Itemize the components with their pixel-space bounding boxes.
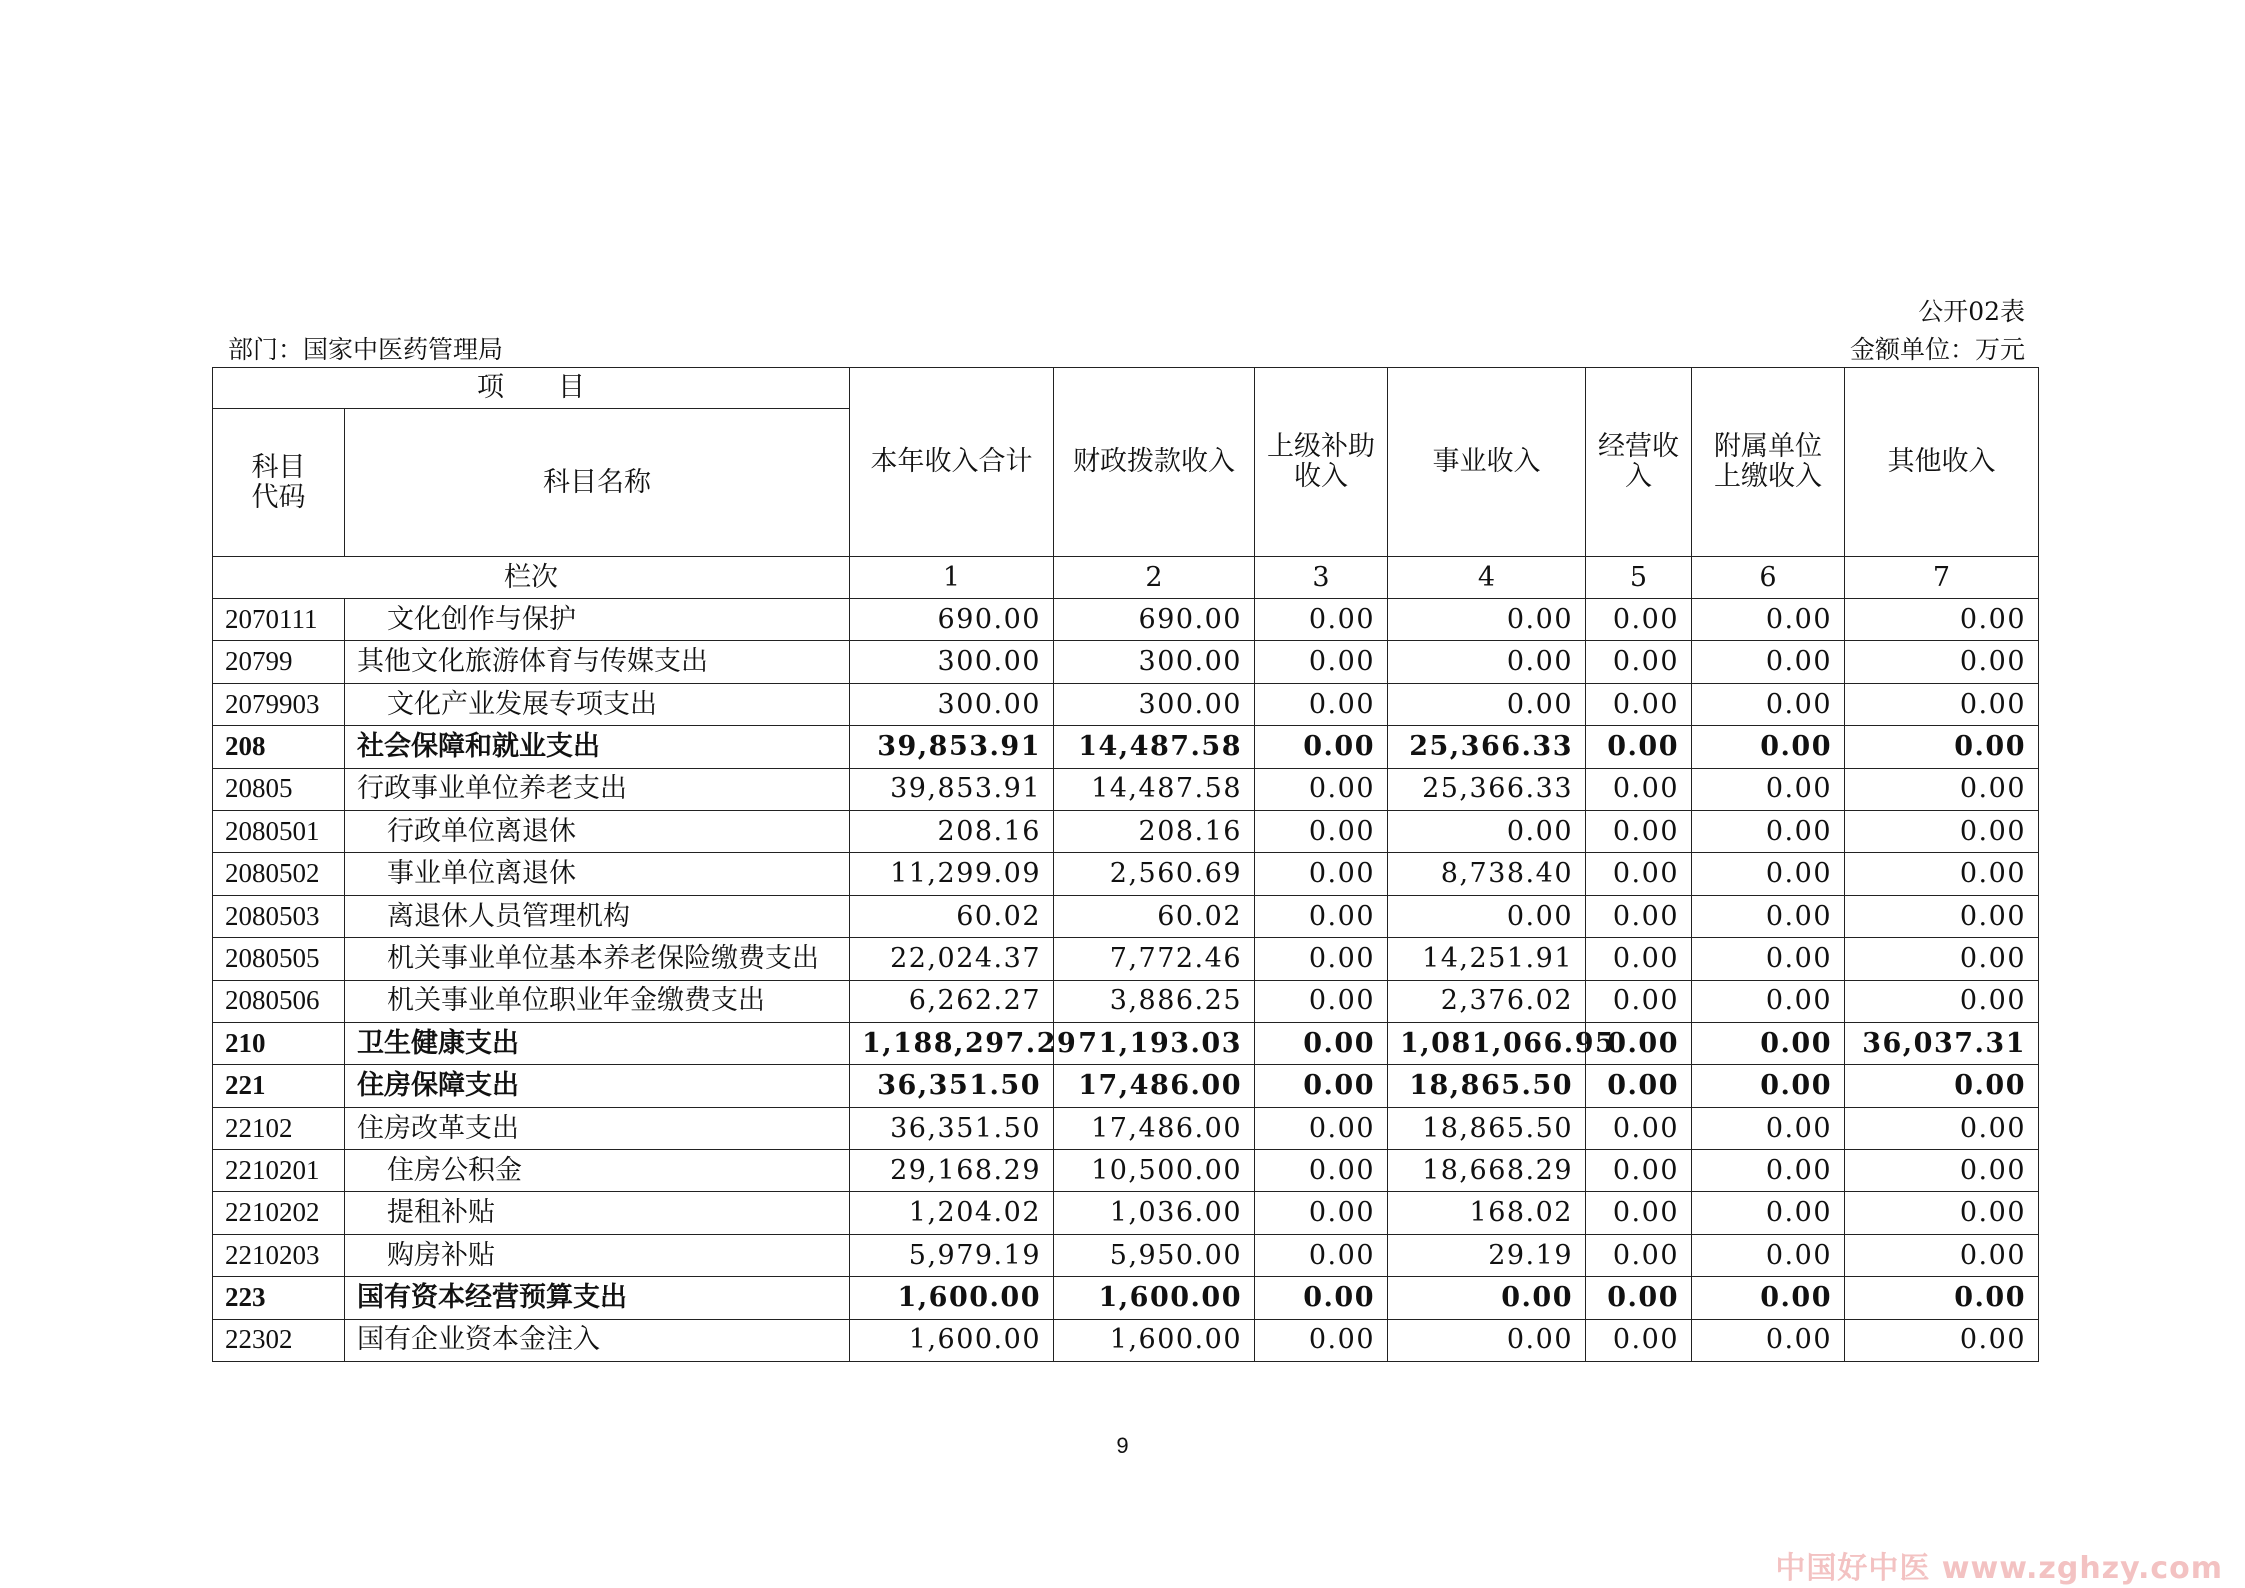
row-value-col2: 1,600.00	[1054, 1319, 1255, 1361]
row-value-col5: 0.00	[1586, 1022, 1692, 1064]
row-value-col2: 300.00	[1054, 641, 1255, 683]
row-value-col1: 5,979.19	[850, 1234, 1054, 1276]
table-row	[213, 1065, 2039, 1107]
row-code: 208	[213, 726, 345, 768]
row-value-col7: 0.00	[1845, 1234, 2039, 1276]
row-value-col7: 0.00	[1845, 1192, 2039, 1234]
row-value-col1: 1,188,297.29	[850, 1022, 1054, 1064]
row-value-col6: 0.00	[1692, 1022, 1845, 1064]
row-name: 卫生健康支出	[345, 1022, 850, 1064]
row-name: 购房补贴	[345, 1234, 850, 1276]
row-value-col6: 0.00	[1692, 853, 1845, 895]
row-name: 住房改革支出	[345, 1107, 850, 1149]
form-number: 公开02表	[1918, 297, 2025, 326]
row-value-col3: 0.00	[1255, 1022, 1388, 1064]
row-value-col2: 208.16	[1054, 810, 1255, 852]
budget-table	[212, 367, 2039, 1362]
department-label: 部门：国家中医药管理局	[228, 335, 504, 364]
amount-unit-label: 金额单位：万元	[1849, 335, 2025, 364]
row-value-col6: 0.00	[1692, 1277, 1845, 1319]
table-row	[213, 1234, 2039, 1276]
row-value-col3: 0.00	[1255, 683, 1388, 725]
row-value-col5: 0.00	[1586, 599, 1692, 641]
row-value-col2: 3,886.25	[1054, 980, 1255, 1022]
row-value-col4: 18,668.29	[1388, 1150, 1586, 1192]
row-value-col5: 0.00	[1586, 1319, 1692, 1361]
col-header-code: 科目代码	[213, 409, 345, 557]
lanci-2: 2	[1054, 557, 1255, 599]
row-value-col4: 0.00	[1388, 599, 1586, 641]
row-value-col7: 0.00	[1845, 726, 2039, 768]
lanci-label: 栏次	[213, 557, 850, 599]
row-name: 机关事业单位职业年金缴费支出	[345, 980, 850, 1022]
row-value-col2: 1,600.00	[1054, 1277, 1255, 1319]
table-row	[213, 980, 2039, 1022]
row-value-col6: 0.00	[1692, 726, 1845, 768]
row-value-col5: 0.00	[1586, 1277, 1692, 1319]
row-value-col5: 0.00	[1586, 641, 1692, 683]
row-value-col4: 18,865.50	[1388, 1107, 1586, 1149]
row-value-col3: 0.00	[1255, 768, 1388, 810]
row-value-col7: 0.00	[1845, 1150, 2039, 1192]
row-value-col4: 0.00	[1388, 810, 1586, 852]
row-name: 离退休人员管理机构	[345, 895, 850, 937]
row-value-col2: 7,772.46	[1054, 938, 1255, 980]
row-value-col7: 0.00	[1845, 853, 2039, 895]
row-code: 2080501	[213, 810, 345, 852]
row-value-col7: 0.00	[1845, 641, 2039, 683]
row-name: 其他文化旅游体育与传媒支出	[345, 641, 850, 683]
col-header-total-income: 本年收入合计	[850, 368, 1054, 557]
row-value-col2: 10,500.00	[1054, 1150, 1255, 1192]
row-value-col1: 1,204.02	[850, 1192, 1054, 1234]
row-value-col1: 1,600.00	[850, 1319, 1054, 1361]
row-value-col6: 0.00	[1692, 1234, 1845, 1276]
row-value-col2: 1,036.00	[1054, 1192, 1255, 1234]
row-value-col4: 0.00	[1388, 895, 1586, 937]
row-value-col4: 1,081,066.95	[1388, 1022, 1586, 1064]
row-value-col5: 0.00	[1586, 853, 1692, 895]
row-value-col2: 17,486.00	[1054, 1065, 1255, 1107]
row-value-col5: 0.00	[1586, 938, 1692, 980]
row-value-col7: 0.00	[1845, 683, 2039, 725]
col-header-name: 科目名称	[345, 409, 850, 557]
row-code: 221	[213, 1065, 345, 1107]
row-value-col6: 0.00	[1692, 1319, 1845, 1361]
row-value-col3: 0.00	[1255, 1150, 1388, 1192]
row-name: 文化创作与保护	[345, 599, 850, 641]
row-value-col1: 36,351.50	[850, 1065, 1054, 1107]
row-value-col7: 0.00	[1845, 1319, 2039, 1361]
row-value-col7: 0.00	[1845, 599, 2039, 641]
row-value-col3: 0.00	[1255, 1234, 1388, 1276]
row-code: 2210202	[213, 1192, 345, 1234]
row-value-col4: 29.19	[1388, 1234, 1586, 1276]
row-name: 行政事业单位养老支出	[345, 768, 850, 810]
row-code: 20799	[213, 641, 345, 683]
row-value-col6: 0.00	[1692, 938, 1845, 980]
row-value-col5: 0.00	[1586, 895, 1692, 937]
lanci-7: 7	[1845, 557, 2039, 599]
row-value-col3: 0.00	[1255, 1277, 1388, 1319]
table-row	[213, 853, 2039, 895]
row-value-col4: 25,366.33	[1388, 768, 1586, 810]
row-value-col4: 8,738.40	[1388, 853, 1586, 895]
row-name: 住房公积金	[345, 1150, 850, 1192]
row-value-col1: 690.00	[850, 599, 1054, 641]
col-header-operating-income: 经营收入	[1586, 368, 1692, 557]
row-value-col7: 0.00	[1845, 895, 2039, 937]
row-name: 行政单位离退休	[345, 810, 850, 852]
row-value-col6: 0.00	[1692, 683, 1845, 725]
row-value-col3: 0.00	[1255, 641, 1388, 683]
row-value-col3: 0.00	[1255, 1319, 1388, 1361]
row-value-col6: 0.00	[1692, 1065, 1845, 1107]
row-value-col1: 300.00	[850, 641, 1054, 683]
row-code: 210	[213, 1022, 345, 1064]
row-value-col7: 0.00	[1845, 810, 2039, 852]
row-name: 国有资本经营预算支出	[345, 1277, 850, 1319]
col-header-affiliate-remittance: 附属单位上缴收入	[1692, 368, 1845, 557]
row-value-col5: 0.00	[1586, 683, 1692, 725]
row-value-col3: 0.00	[1255, 1065, 1388, 1107]
table-row	[213, 1319, 2039, 1361]
table-body	[213, 599, 2039, 1362]
row-value-col4: 14,251.91	[1388, 938, 1586, 980]
row-name: 社会保障和就业支出	[345, 726, 850, 768]
row-code: 2080503	[213, 895, 345, 937]
table-row	[213, 1022, 2039, 1064]
watermark: 中国好中医 www.zghzy.com	[1775, 1551, 2223, 1586]
row-value-col3: 0.00	[1255, 726, 1388, 768]
row-value-col2: 14,487.58	[1054, 768, 1255, 810]
row-value-col1: 300.00	[850, 683, 1054, 725]
row-value-col5: 0.00	[1586, 1150, 1692, 1192]
table-row	[213, 768, 2039, 810]
row-name: 住房保障支出	[345, 1065, 850, 1107]
row-value-col6: 0.00	[1692, 810, 1845, 852]
row-value-col7: 0.00	[1845, 938, 2039, 980]
row-code: 2080502	[213, 853, 345, 895]
row-value-col2: 71,193.03	[1054, 1022, 1255, 1064]
row-value-col3: 0.00	[1255, 895, 1388, 937]
row-value-col1: 208.16	[850, 810, 1054, 852]
row-value-col5: 0.00	[1586, 768, 1692, 810]
lanci-6: 6	[1692, 557, 1845, 599]
row-code: 22302	[213, 1319, 345, 1361]
col-header-superior-subsidy: 上级补助收入	[1255, 368, 1388, 557]
row-value-col7: 0.00	[1845, 768, 2039, 810]
row-value-col1: 36,351.50	[850, 1107, 1054, 1149]
row-value-col7: 0.00	[1845, 1277, 2039, 1319]
row-code: 2080506	[213, 980, 345, 1022]
row-value-col4: 168.02	[1388, 1192, 1586, 1234]
row-value-col1: 39,853.91	[850, 726, 1054, 768]
row-code: 2210201	[213, 1150, 345, 1192]
row-value-col4: 25,366.33	[1388, 726, 1586, 768]
row-value-col2: 60.02	[1054, 895, 1255, 937]
table-row	[213, 1277, 2039, 1319]
page-number: 9	[1116, 1433, 1129, 1458]
row-value-col5: 0.00	[1586, 1107, 1692, 1149]
col-header-business-income: 事业收入	[1388, 368, 1586, 557]
table-row	[213, 683, 2039, 725]
row-value-col4: 18,865.50	[1388, 1065, 1586, 1107]
row-value-col6: 0.00	[1692, 980, 1845, 1022]
lanci-3: 3	[1255, 557, 1388, 599]
row-value-col3: 0.00	[1255, 853, 1388, 895]
table-row	[213, 810, 2039, 852]
table-row	[213, 726, 2039, 768]
row-name: 提租补贴	[345, 1192, 850, 1234]
row-value-col7: 0.00	[1845, 980, 2039, 1022]
row-value-col6: 0.00	[1692, 768, 1845, 810]
lanci-1: 1	[850, 557, 1054, 599]
row-value-col2: 17,486.00	[1054, 1107, 1255, 1149]
row-value-col7: 0.00	[1845, 1065, 2039, 1107]
row-value-col6: 0.00	[1692, 1107, 1845, 1149]
row-name: 国有企业资本金注入	[345, 1319, 850, 1361]
row-value-col6: 0.00	[1692, 895, 1845, 937]
item-group-header: 项 目	[213, 368, 850, 409]
row-value-col3: 0.00	[1255, 938, 1388, 980]
table-row	[213, 599, 2039, 641]
row-value-col1: 1,600.00	[850, 1277, 1054, 1319]
row-name: 机关事业单位基本养老保险缴费支出	[345, 938, 850, 980]
row-value-col1: 6,262.27	[850, 980, 1054, 1022]
row-value-col1: 29,168.29	[850, 1150, 1054, 1192]
row-value-col3: 0.00	[1255, 1192, 1388, 1234]
table-row	[213, 1192, 2039, 1234]
row-value-col6: 0.00	[1692, 599, 1845, 641]
row-value-col1: 60.02	[850, 895, 1054, 937]
row-value-col5: 0.00	[1586, 1192, 1692, 1234]
row-code: 2079903	[213, 683, 345, 725]
row-code: 2080505	[213, 938, 345, 980]
row-code: 2210203	[213, 1234, 345, 1276]
table-row	[213, 895, 2039, 937]
row-value-col2: 5,950.00	[1054, 1234, 1255, 1276]
row-code: 20805	[213, 768, 345, 810]
row-value-col5: 0.00	[1586, 1065, 1692, 1107]
row-value-col1: 39,853.91	[850, 768, 1054, 810]
row-value-col6: 0.00	[1692, 1192, 1845, 1234]
row-value-col4: 0.00	[1388, 683, 1586, 725]
col-header-other-income: 其他收入	[1845, 368, 2039, 557]
row-value-col3: 0.00	[1255, 810, 1388, 852]
row-value-col5: 0.00	[1586, 980, 1692, 1022]
col-header-fiscal-appropriation: 财政拨款收入	[1054, 368, 1255, 557]
row-value-col1: 22,024.37	[850, 938, 1054, 980]
row-value-col7: 36,037.31	[1845, 1022, 2039, 1064]
table-row	[213, 1150, 2039, 1192]
lanci-5: 5	[1586, 557, 1692, 599]
row-value-col3: 0.00	[1255, 980, 1388, 1022]
row-value-col4: 0.00	[1388, 641, 1586, 683]
row-value-col1: 11,299.09	[850, 853, 1054, 895]
table-row	[213, 641, 2039, 683]
row-value-col3: 0.00	[1255, 1107, 1388, 1149]
row-code: 223	[213, 1277, 345, 1319]
table-row	[213, 938, 2039, 980]
row-name: 事业单位离退休	[345, 853, 850, 895]
row-value-col6: 0.00	[1692, 641, 1845, 683]
row-value-col7: 0.00	[1845, 1107, 2039, 1149]
row-value-col2: 690.00	[1054, 599, 1255, 641]
row-value-col2: 300.00	[1054, 683, 1255, 725]
row-code: 22102	[213, 1107, 345, 1149]
row-value-col5: 0.00	[1586, 810, 1692, 852]
row-code: 2070111	[213, 599, 345, 641]
row-value-col5: 0.00	[1586, 1234, 1692, 1276]
lanci-4: 4	[1388, 557, 1586, 599]
row-value-col2: 2,560.69	[1054, 853, 1255, 895]
row-name: 文化产业发展专项支出	[345, 683, 850, 725]
row-value-col4: 0.00	[1388, 1319, 1586, 1361]
row-value-col4: 0.00	[1388, 1277, 1586, 1319]
table-row	[213, 1107, 2039, 1149]
row-value-col6: 0.00	[1692, 1150, 1845, 1192]
row-value-col3: 0.00	[1255, 599, 1388, 641]
row-value-col5: 0.00	[1586, 726, 1692, 768]
row-value-col4: 2,376.02	[1388, 980, 1586, 1022]
row-value-col2: 14,487.58	[1054, 726, 1255, 768]
